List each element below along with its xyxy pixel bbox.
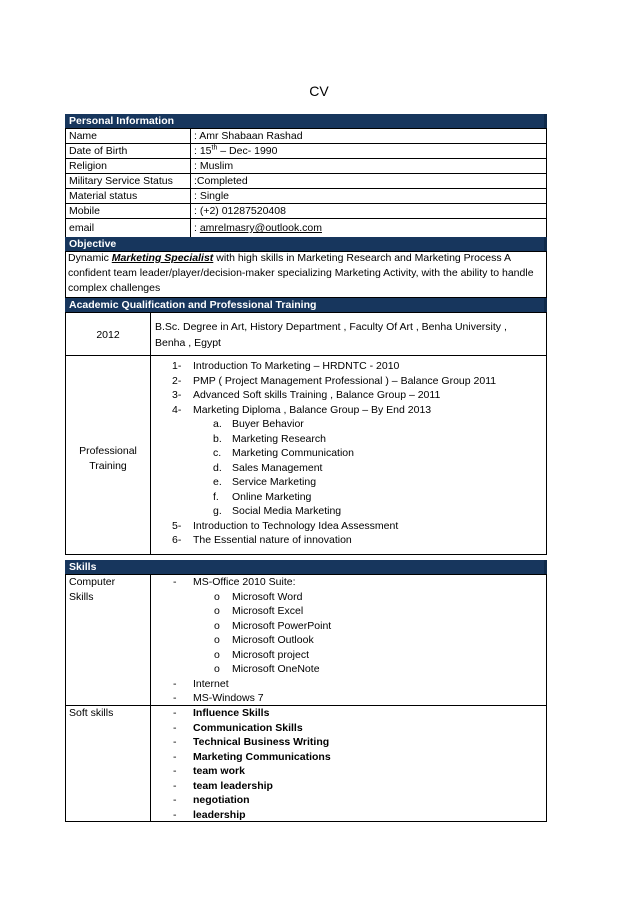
list-marker: 6- xyxy=(172,534,182,546)
field-label: Mobile xyxy=(66,204,191,219)
table-row xyxy=(66,129,547,144)
objective-post: with high skills in Marketing Research and Marketing Process A confident team leader/player/decision-maker specializing Marketing Activity, with the ability to handle complex challenges xyxy=(68,252,534,294)
list-marker: 3- xyxy=(172,389,182,401)
list-item: Technical Business Writing xyxy=(193,736,330,748)
header-edge xyxy=(544,237,547,251)
section-header-label: Skills xyxy=(69,561,97,573)
list-item: team work xyxy=(193,765,245,777)
list-item: PMP ( Project Management Professional ) – Balance Group 2011 xyxy=(193,374,497,387)
section-header-personal xyxy=(65,114,547,128)
list-item: Marketing Communication xyxy=(232,447,354,459)
dob-ordinal: th xyxy=(211,144,218,152)
table-row xyxy=(66,174,547,189)
list-marker: o xyxy=(214,663,220,675)
dob-day: : 15 xyxy=(194,145,212,157)
list-item: Communication Skills xyxy=(193,721,303,734)
list-marker: g. xyxy=(213,505,222,517)
field-value: : Muslim xyxy=(191,159,547,174)
list-item: Marketing Diploma , Balance Group – By End 2013 xyxy=(193,403,432,416)
list-marker: - xyxy=(173,692,177,704)
email-link[interactable]: amrelmasry@outlook.com xyxy=(199,222,322,234)
header-edge xyxy=(544,560,547,574)
list-item: The Essential nature of innovation xyxy=(193,534,352,546)
degree-line-1: B.Sc. Degree in Art, History Department , Faculty Of Art , Benha University , xyxy=(155,321,507,333)
list-item: Microsoft Excel xyxy=(232,605,304,617)
list-marker: e. xyxy=(213,476,222,488)
list-item: Marketing Communications xyxy=(193,750,331,763)
header-edge xyxy=(544,114,547,128)
training-label-1: Professional xyxy=(79,445,137,457)
list-marker: 4- xyxy=(172,403,182,416)
list-marker: - xyxy=(173,750,177,763)
list-marker: o xyxy=(214,634,220,646)
list-marker: 2- xyxy=(172,374,182,387)
section-header-label: Academic Qualification and Professional Training xyxy=(69,299,317,311)
list-marker: - xyxy=(173,765,177,777)
list-item: Introduction to Technology Idea Assessment xyxy=(193,519,399,532)
section-header-objective xyxy=(65,237,547,251)
list-item: leadership xyxy=(193,808,246,821)
computer-skills-label-1: Computer xyxy=(69,576,116,588)
list-item: Sales Management xyxy=(232,461,323,474)
list-marker: a. xyxy=(213,418,222,430)
field-label: Date of Birth xyxy=(66,144,191,159)
list-marker: o xyxy=(214,590,220,603)
objective-pre: Dynamic xyxy=(68,252,112,264)
table-row xyxy=(66,204,547,219)
field-label: Military Service Status xyxy=(66,174,191,189)
list-item: Microsoft project xyxy=(232,648,310,661)
degree-line-2: Benha , Egypt xyxy=(155,337,221,349)
list-item: MS-Windows 7 xyxy=(193,692,264,704)
list-item: Introduction To Marketing – HRDNTC - 2010 xyxy=(193,360,400,372)
header-edge xyxy=(544,298,547,312)
table-row xyxy=(66,144,547,159)
table-row xyxy=(66,219,547,238)
list-marker: d. xyxy=(213,461,222,474)
section-header-academic xyxy=(65,298,547,312)
list-item: Microsoft Word xyxy=(232,590,303,603)
section-header-label: Objective xyxy=(69,238,117,250)
list-item: team leadership xyxy=(193,779,273,792)
list-item: Buyer Behavior xyxy=(232,418,304,430)
table-row xyxy=(66,189,547,204)
list-marker: 5- xyxy=(172,519,182,532)
field-label: email xyxy=(66,219,191,238)
field-value xyxy=(191,219,547,238)
field-label: Name xyxy=(66,129,191,144)
field-value: : Amr Shabaan Rashad xyxy=(191,129,547,144)
list-item: negotiation xyxy=(193,794,250,806)
list-marker: b. xyxy=(213,432,222,445)
computer-skills-label-2: Skills xyxy=(69,591,94,603)
email-prefix: : xyxy=(194,222,200,234)
list-marker: o xyxy=(214,605,220,617)
list-marker: 1- xyxy=(172,360,182,372)
page-title: CV xyxy=(309,83,329,99)
section-header-label: Personal Information xyxy=(69,115,175,127)
list-marker: - xyxy=(173,808,177,821)
list-marker: - xyxy=(173,721,177,734)
list-marker: c. xyxy=(213,447,222,459)
section-header-skills xyxy=(65,560,547,574)
list-marker: - xyxy=(173,779,177,792)
list-item: Marketing Research xyxy=(232,432,326,445)
list-marker: - xyxy=(173,794,177,806)
dob-rest: – Dec- 1990 xyxy=(217,145,278,157)
field-value xyxy=(191,144,547,159)
list-marker: - xyxy=(173,677,177,690)
list-item: Influence Skills xyxy=(193,707,270,719)
list-marker: - xyxy=(173,736,177,748)
list-marker: o xyxy=(214,619,220,632)
field-value: :Completed xyxy=(191,174,547,189)
list-item: MS-Office 2010 Suite: xyxy=(193,576,296,588)
list-item: Online Marketing xyxy=(232,490,312,503)
personal-info-table xyxy=(65,128,547,238)
objective-text xyxy=(68,251,546,296)
list-marker: - xyxy=(173,707,177,719)
list-marker: - xyxy=(173,576,177,588)
table-row xyxy=(66,159,547,174)
list-item: Microsoft PowerPoint xyxy=(232,619,332,632)
list-item: Advanced Soft skills Training , Balance Group – 2011 xyxy=(193,389,441,401)
list-item: Internet xyxy=(193,677,229,690)
soft-skills-label-cell xyxy=(65,705,151,822)
field-label: Religion xyxy=(66,159,191,174)
list-item: Microsoft OneNote xyxy=(232,663,320,675)
soft-skills-label: Soft skills xyxy=(69,707,114,719)
list-item: Service Marketing xyxy=(232,476,317,488)
degree-year: 2012 xyxy=(96,329,120,341)
list-item: Social Media Marketing xyxy=(232,505,342,517)
training-label-2: Training xyxy=(89,460,127,472)
field-value: : (+2) 01287520408 xyxy=(191,204,547,219)
field-value: : Single xyxy=(191,189,547,204)
list-marker: o xyxy=(214,648,220,661)
list-marker: f. xyxy=(213,490,219,503)
objective-emphasis: Marketing Specialist xyxy=(111,252,214,264)
list-item: Microsoft Outlook xyxy=(232,634,314,646)
field-label: Material status xyxy=(66,189,191,204)
